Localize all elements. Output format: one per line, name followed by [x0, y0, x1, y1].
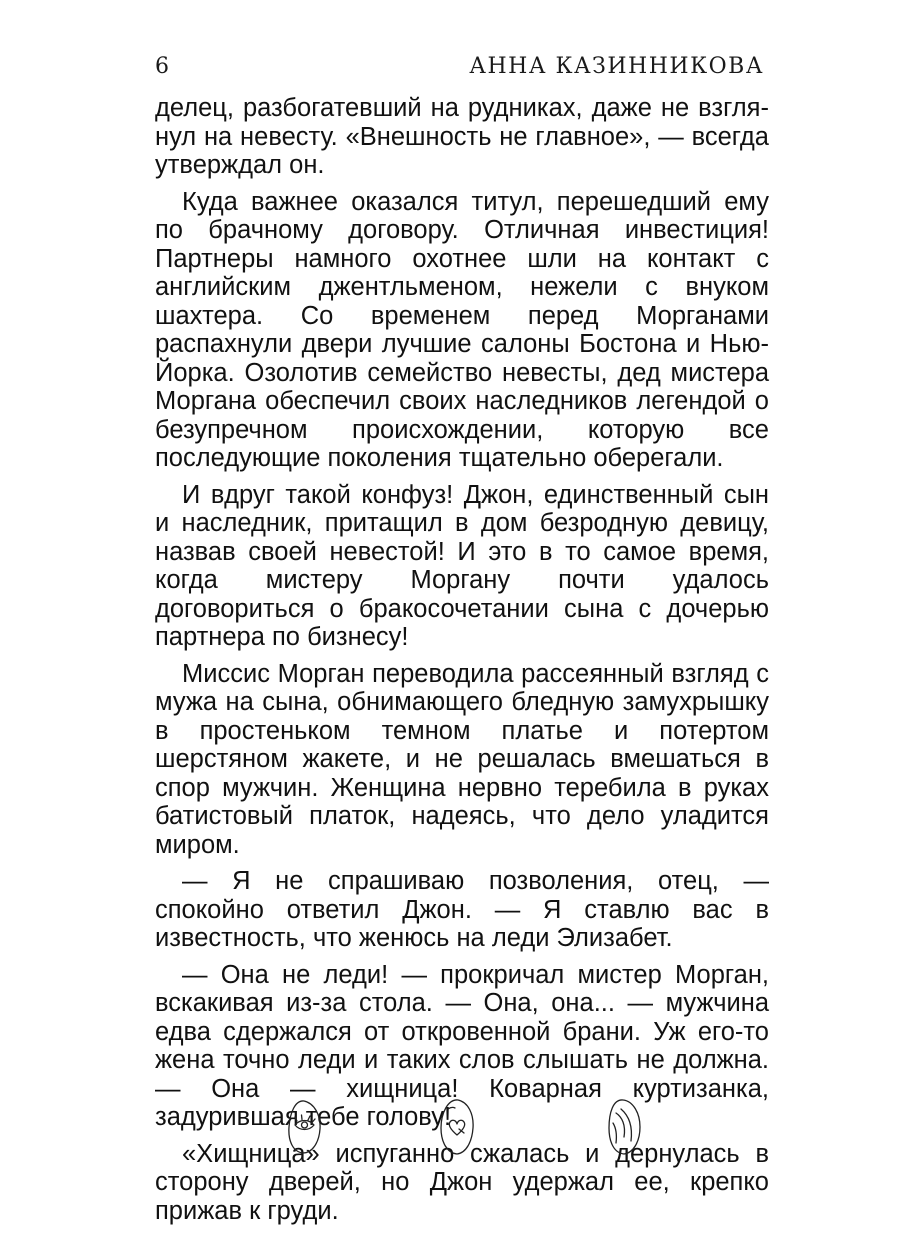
- heart-stone-icon: [437, 1095, 477, 1159]
- ornament-row: [0, 1095, 900, 1175]
- paragraph: — Она не леди! — прокричал мистер Морган, вскакивая из-за стола. — Она, она... — мужчина едва сдержался от откровенной брани. Уж его-то жена точно леди и таких слов слышать не должна. — Она — хищница! Коварная куртизанка, задурившая тебе голову!: [155, 960, 769, 1131]
- paragraph: «Хищница» испуганно сжалась и дернулась в сторону дверей, но Джон удержал ее, крепко прижав к груди.: [155, 1139, 769, 1225]
- paragraph: делец, разбогатевший на рудниках, даже не взглянул на невесту. «Внешность не главное», — всегда утверждал он.: [155, 94, 769, 179]
- page-number: 6: [155, 54, 169, 79]
- paragraph: Куда важнее оказался титул, перешедший ему по брачному договору. Отличная инвестиция! Партнеры намного охотнее шли на контакт с английским джентльменом, нежели с внуком шахтера. Со временем перед Морганами распахнули двери лучшие салоны Бостона и Нью-Йорка. Озолотив семейство невесты, дед мистера Моргана обеспечил своих наследников легендой о безупречном происхождении, которую все последующие поколения тщательно оберегали.: [155, 187, 769, 472]
- swirl-stone-icon: [604, 1095, 644, 1159]
- eye-stone-icon: [284, 1095, 324, 1159]
- running-title: АННА КАЗИННИКОВА: [469, 54, 764, 79]
- paragraph: — Я не спрашиваю позволения, отец, — спокойно ответил Джон. — Я ставлю вас в известность, что женюсь на леди Элизабет.: [155, 867, 769, 952]
- running-header: [155, 54, 764, 88]
- body-text: [155, 94, 769, 1233]
- paragraph: И вдруг такой конфуз! Джон, единственный сын и наследник, притащил в дом безродную девицу, назвав своей невестой! И это в то самое время, когда мистеру Моргану почти удалось договориться о бракосочетании сына с дочерью партнера по бизнесу!: [155, 480, 769, 651]
- paragraph: Миссис Морган переводила рассеянный взгляд с мужа на сына, обнимающего бледную замухрышку в простеньком темном платье и потертом шерстяном жакете, и не решалась вмешаться в спор мужчин. Женщина нервно теребила в руках батистовый платок, надеясь, что дело уладится миром.: [155, 659, 769, 859]
